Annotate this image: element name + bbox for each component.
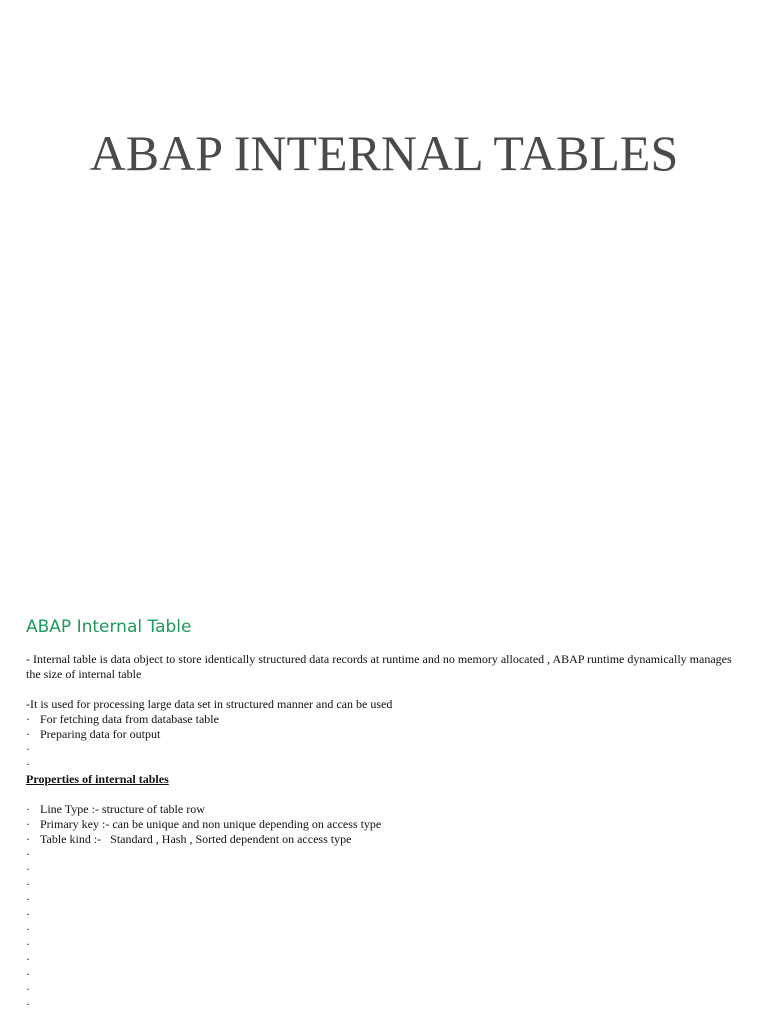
bullet-item — [26, 727, 742, 742]
empty-bullet-dot: · — [26, 877, 30, 891]
bullet-text: Table kind :- Standard , Hash , Sorted dependent on access type — [40, 832, 352, 846]
bullet-text: For fetching data from database table — [40, 712, 219, 726]
bullet-item — [26, 802, 742, 817]
bullet-dot: · — [26, 832, 30, 846]
bullet-dot: · — [26, 817, 30, 831]
empty-bullet-dot: · — [26, 742, 30, 756]
empty-bullet-dot: · — [26, 907, 30, 921]
empty-bullet-dot: · — [26, 967, 30, 981]
bullet-text: Line Type :- structure of table row — [40, 802, 205, 816]
empty-bullet-dot: · — [26, 892, 30, 906]
bullet-item — [26, 712, 742, 727]
document-body — [26, 652, 742, 1012]
page-title: ABAP INTERNAL TABLES — [89, 125, 679, 181]
bullet-dot: · — [26, 727, 30, 741]
usage-paragraph: -It is used for processing large data set in structured manner and can be used — [26, 697, 393, 711]
bullet-text: Preparing data for output — [40, 727, 161, 741]
empty-bullet-dot: · — [26, 952, 30, 966]
empty-bullet-dot: · — [26, 847, 30, 861]
properties-heading: Properties of internal tables — [26, 772, 169, 786]
empty-bullet-dot: · — [26, 982, 30, 996]
bullet-dot: · — [26, 712, 30, 726]
empty-bullet-dot: · — [26, 922, 30, 936]
intro-paragraph: - Internal table is data object to store identically structured data records at runtime and no memory allocated , ABAP runtime dynamically manages the size of internal table — [26, 652, 732, 681]
bullet-dot: · — [26, 802, 30, 816]
bullet-text: Primary key :- can be unique and non unique depending on access type — [40, 817, 382, 831]
empty-bullet-dot: · — [26, 862, 30, 876]
empty-bullet-dot: · — [26, 937, 30, 951]
empty-bullet-dot: · — [26, 997, 30, 1011]
section-heading: ABAP Internal Table — [26, 617, 192, 637]
bullet-item — [26, 817, 742, 832]
empty-bullet-dot: · — [26, 757, 30, 771]
bullet-item — [26, 832, 742, 847]
